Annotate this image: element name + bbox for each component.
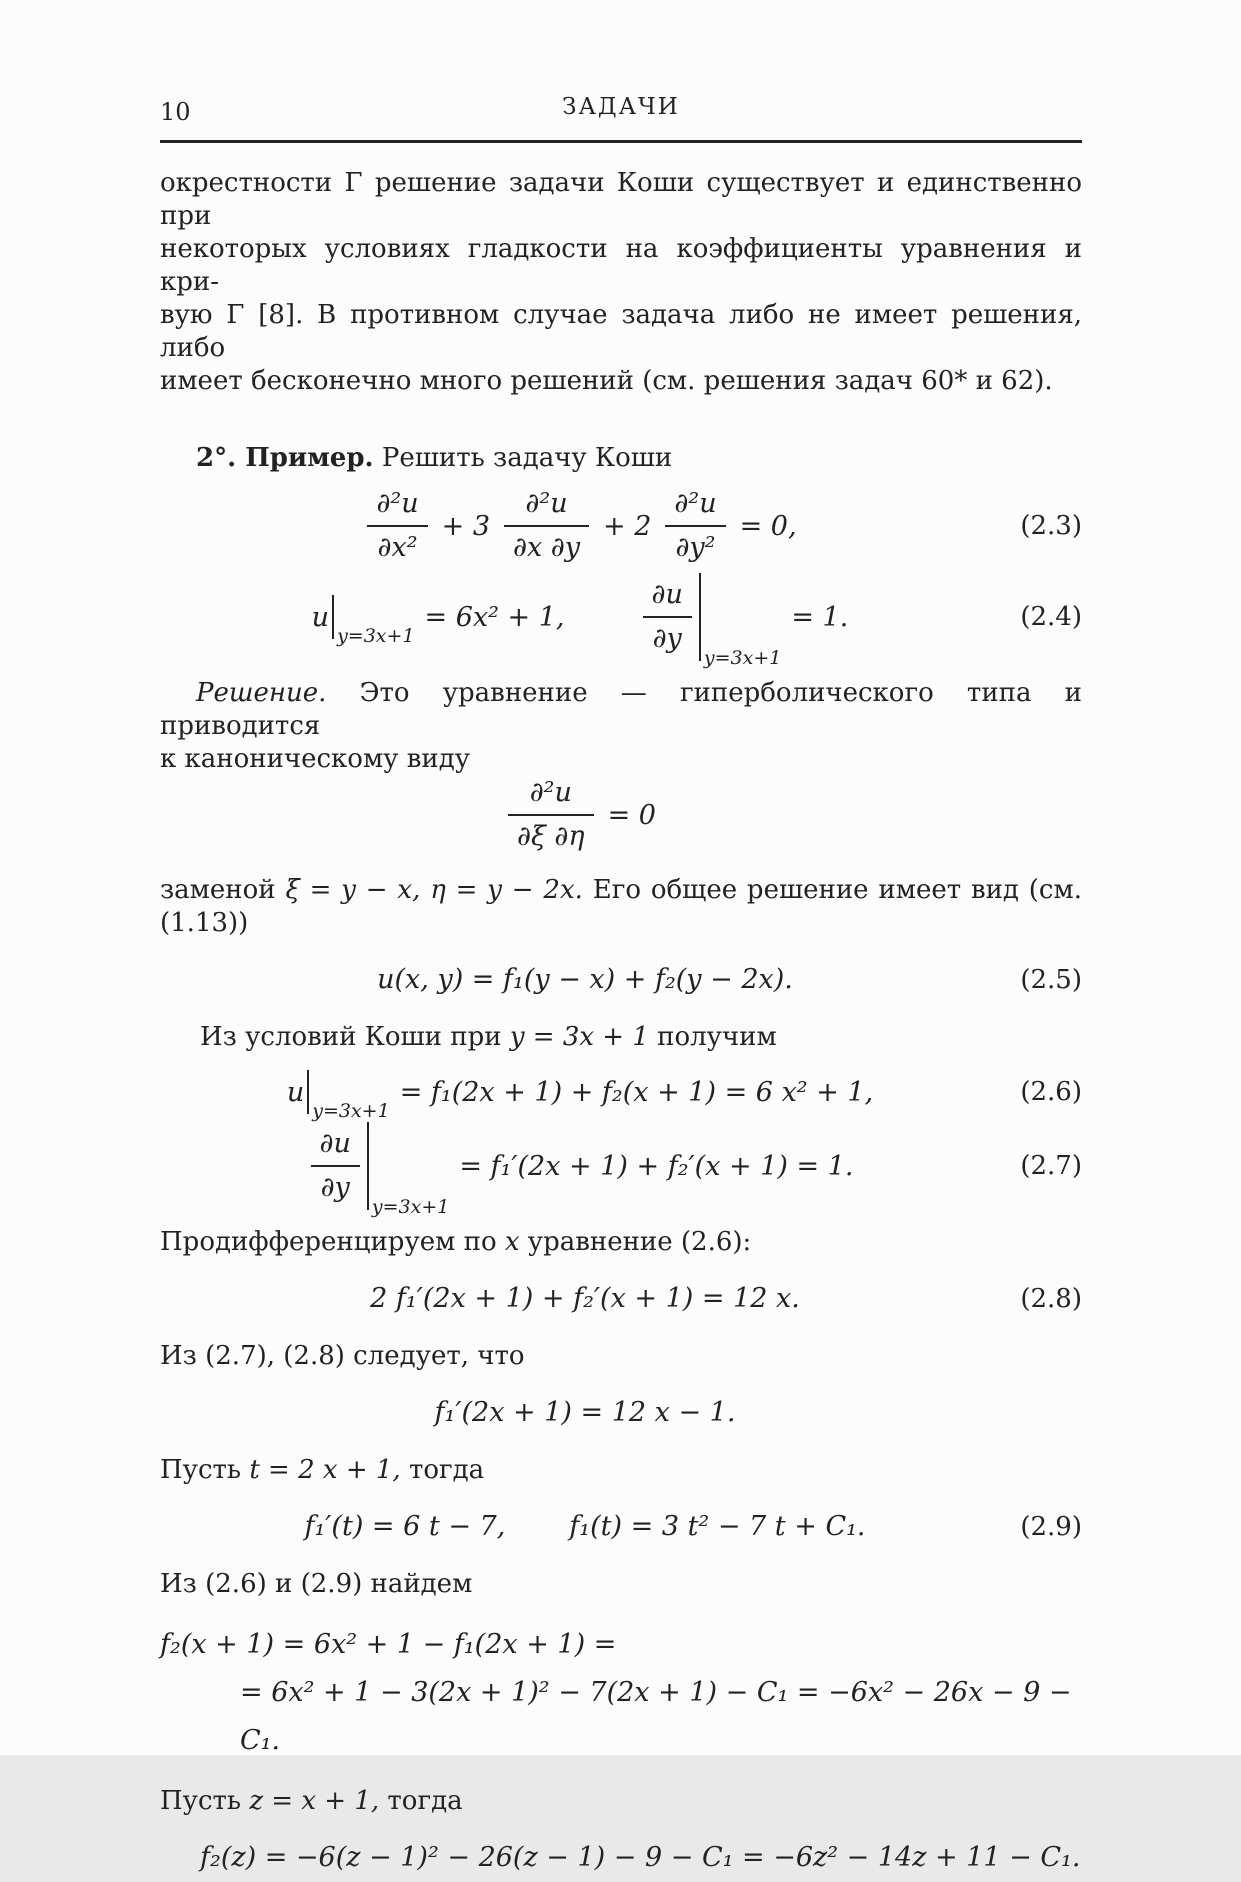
- evaluated-expression: [286, 1070, 390, 1122]
- formula: f₁′(t) = 6 t − 7,: [304, 1511, 506, 1542]
- text-segment: Продифференцируем по: [160, 1227, 505, 1257]
- text-segment: Из условий Коши при: [200, 1022, 510, 1052]
- u-symbol: u: [286, 1076, 305, 1108]
- equals-rhs: = 0,: [739, 510, 797, 542]
- text-segment: тогда: [400, 1455, 485, 1485]
- formula: u(x, y) = f₁(y − x) + f₂(y − 2x).: [377, 964, 793, 995]
- equation-number: (2.6): [1020, 1077, 1082, 1107]
- equals-rhs: = f₁′(2x + 1) + f₂′(x + 1) = 1.: [459, 1150, 854, 1182]
- formula: f₁(t) = 3 t² − 7 t + C₁.: [569, 1511, 866, 1542]
- denominator: ∂y: [643, 616, 692, 656]
- example-heading: [160, 442, 1082, 475]
- equation-number: (2.3): [1020, 511, 1082, 541]
- equation-2-9: [160, 1511, 1082, 1542]
- fraction: [504, 487, 589, 565]
- equation-number: (2.8): [1020, 1283, 1082, 1314]
- text-line: к каноническому виду: [160, 744, 471, 774]
- f2-z-equation: f₂(z) = −6(z − 1)² − 26(z − 1) − 9 − C₁ = −6z² − 14z + 11 − C₁.: [200, 1842, 1081, 1873]
- fraction: [643, 578, 692, 656]
- evaluated-expression: [639, 573, 782, 669]
- equals-rhs: = 0: [607, 799, 656, 831]
- evaluation-bar: [699, 573, 701, 661]
- paragraph-differentiate: [160, 1226, 1082, 1259]
- denominator: ∂y: [311, 1165, 360, 1205]
- numerator: ∂²u: [525, 488, 568, 519]
- denominator: ∂x ∂y: [504, 525, 589, 565]
- equals-rhs: = 1.: [791, 601, 849, 633]
- equation-body: [160, 487, 1010, 565]
- equation-body: [160, 1283, 1010, 1314]
- paragraph-find: Из (2.6) и (2.9) найдем: [160, 1569, 473, 1599]
- evaluation-condition: y=3x+1: [337, 625, 415, 647]
- equation-body: [160, 964, 1010, 995]
- evaluation-bar: [367, 1122, 369, 1210]
- text-line: некоторых условиях гладкости на коэффициенты уравнения и кри-: [160, 234, 1082, 297]
- text-segment: Пусть: [160, 1786, 250, 1816]
- equation-body: [160, 573, 1010, 669]
- evaluation-condition: y=3x+1: [703, 647, 782, 669]
- page-header: [160, 0, 1082, 126]
- running-title: ЗАДАЧИ: [562, 94, 680, 120]
- numerator: ∂²u: [674, 488, 717, 519]
- paragraph-cauchy-conditions: [160, 1021, 1082, 1054]
- math-inline: t = 2 x + 1,: [249, 1455, 401, 1485]
- fraction: [508, 776, 594, 854]
- equation-number: (2.4): [1020, 602, 1082, 632]
- fraction: [665, 487, 725, 565]
- evaluation-bar: [307, 1070, 309, 1114]
- equation-number: (2.7): [1020, 1151, 1082, 1181]
- f2-expansion: [160, 1621, 1082, 1765]
- equation-number: (2.5): [1020, 964, 1082, 995]
- text-segment: Его общее решение имеет вид (см. (1.13)): [160, 875, 1082, 938]
- operator: + 3: [441, 510, 491, 542]
- paragraph-intro: [160, 167, 1082, 398]
- canonical-form-equation: [160, 776, 1082, 854]
- heading-rest: Решить задачу Коши: [373, 443, 673, 473]
- text-line: имеет бесконечно много решений (см. решения задач 60* и 62).: [160, 366, 1053, 396]
- denominator: ∂x²: [367, 525, 427, 565]
- math-inline: y = 3x + 1: [509, 1022, 649, 1052]
- equation-body: [160, 1397, 1010, 1428]
- denominator: ∂y²: [665, 525, 725, 565]
- equals-rhs: = f₁(2x + 1) + f₂(x + 1) = 6 x² + 1,: [399, 1076, 874, 1108]
- equation-2-6: [160, 1070, 1082, 1122]
- text-segment: Пусть: [160, 1455, 250, 1485]
- page-number: 10: [160, 98, 191, 126]
- header-rule: [160, 140, 1082, 143]
- evaluated-expression: [307, 1122, 450, 1218]
- equation-2-8: [160, 1283, 1082, 1314]
- equation-2-3: [160, 487, 1082, 565]
- text-line: окрестности Γ решение задачи Коши существует и единственно при: [160, 168, 1082, 231]
- equation-2-4: [160, 573, 1082, 669]
- equation-body: [160, 1511, 1010, 1542]
- formula-line: = 6x² + 1 − 3(2x + 1)² − 7(2x + 1) − C₁ = −6x² − 26x − 9 − C₁.: [240, 1677, 1072, 1756]
- formula: 2 f₁′(2x + 1) + f₂′(x + 1) = 12 x.: [370, 1283, 800, 1314]
- numerator: ∂²u: [376, 488, 419, 519]
- math-inline: x: [504, 1227, 520, 1257]
- formula-line: f₂(x + 1) = 6x² + 1 − f₁(2x + 1) =: [160, 1629, 617, 1660]
- equation-number: (2.9): [1020, 1511, 1082, 1542]
- text-block: [160, 0, 1082, 1882]
- text-line: вую Γ [8]. В противном случае задача либо не имеет решения, либо: [160, 300, 1082, 363]
- text-segment: уравнение (2.6):: [519, 1227, 752, 1257]
- evaluation-condition: y=3x+1: [312, 1100, 390, 1122]
- equation-2-7: [160, 1122, 1082, 1218]
- equation-body: [160, 1122, 1010, 1218]
- paragraph-let-t: [160, 1454, 1082, 1487]
- equation-body: [160, 776, 1010, 854]
- equation-body: [160, 1070, 1010, 1122]
- u-symbol: u: [311, 601, 330, 633]
- math-inline: ξ = y − x,: [285, 875, 421, 905]
- fraction: [367, 487, 427, 565]
- numerator: ∂u: [319, 1128, 351, 1159]
- text-line: [160, 677, 1082, 743]
- solution-rest: Это уравнение — гиперболического типа и приводится: [160, 678, 1082, 741]
- heading-bold: 2°. Пример.: [196, 443, 374, 473]
- text-segment: получим: [648, 1022, 777, 1052]
- solution-lead: Решение.: [196, 678, 327, 708]
- text-segment: заменой: [160, 875, 286, 905]
- math-inline: z = x + 1,: [249, 1786, 380, 1816]
- denominator: ∂ξ ∂η: [508, 814, 594, 854]
- paragraph-follows: Из (2.7), (2.8) следует, что: [160, 1341, 525, 1371]
- numerator: ∂²u: [529, 777, 572, 808]
- formula: f₁′(2x + 1) = 12 x − 1.: [434, 1397, 736, 1428]
- fraction: [311, 1127, 360, 1205]
- math-inline: η = y − 2x.: [420, 875, 583, 905]
- operator: + 2: [603, 510, 652, 542]
- paragraph-solution: [160, 677, 1082, 776]
- evaluation-bar: [332, 595, 334, 639]
- numerator: ∂u: [651, 579, 683, 610]
- equals-rhs: = 6x² + 1,: [424, 601, 565, 633]
- evaluated-expression: [311, 595, 415, 647]
- f1-prime-equation: [160, 1397, 1082, 1428]
- paragraph-let-z: [160, 1785, 1082, 1818]
- paragraph-substitution: [160, 874, 1082, 940]
- evaluation-condition: y=3x+1: [371, 1196, 450, 1218]
- text-segment: тогда: [379, 1786, 463, 1816]
- equation-2-5: [160, 964, 1082, 995]
